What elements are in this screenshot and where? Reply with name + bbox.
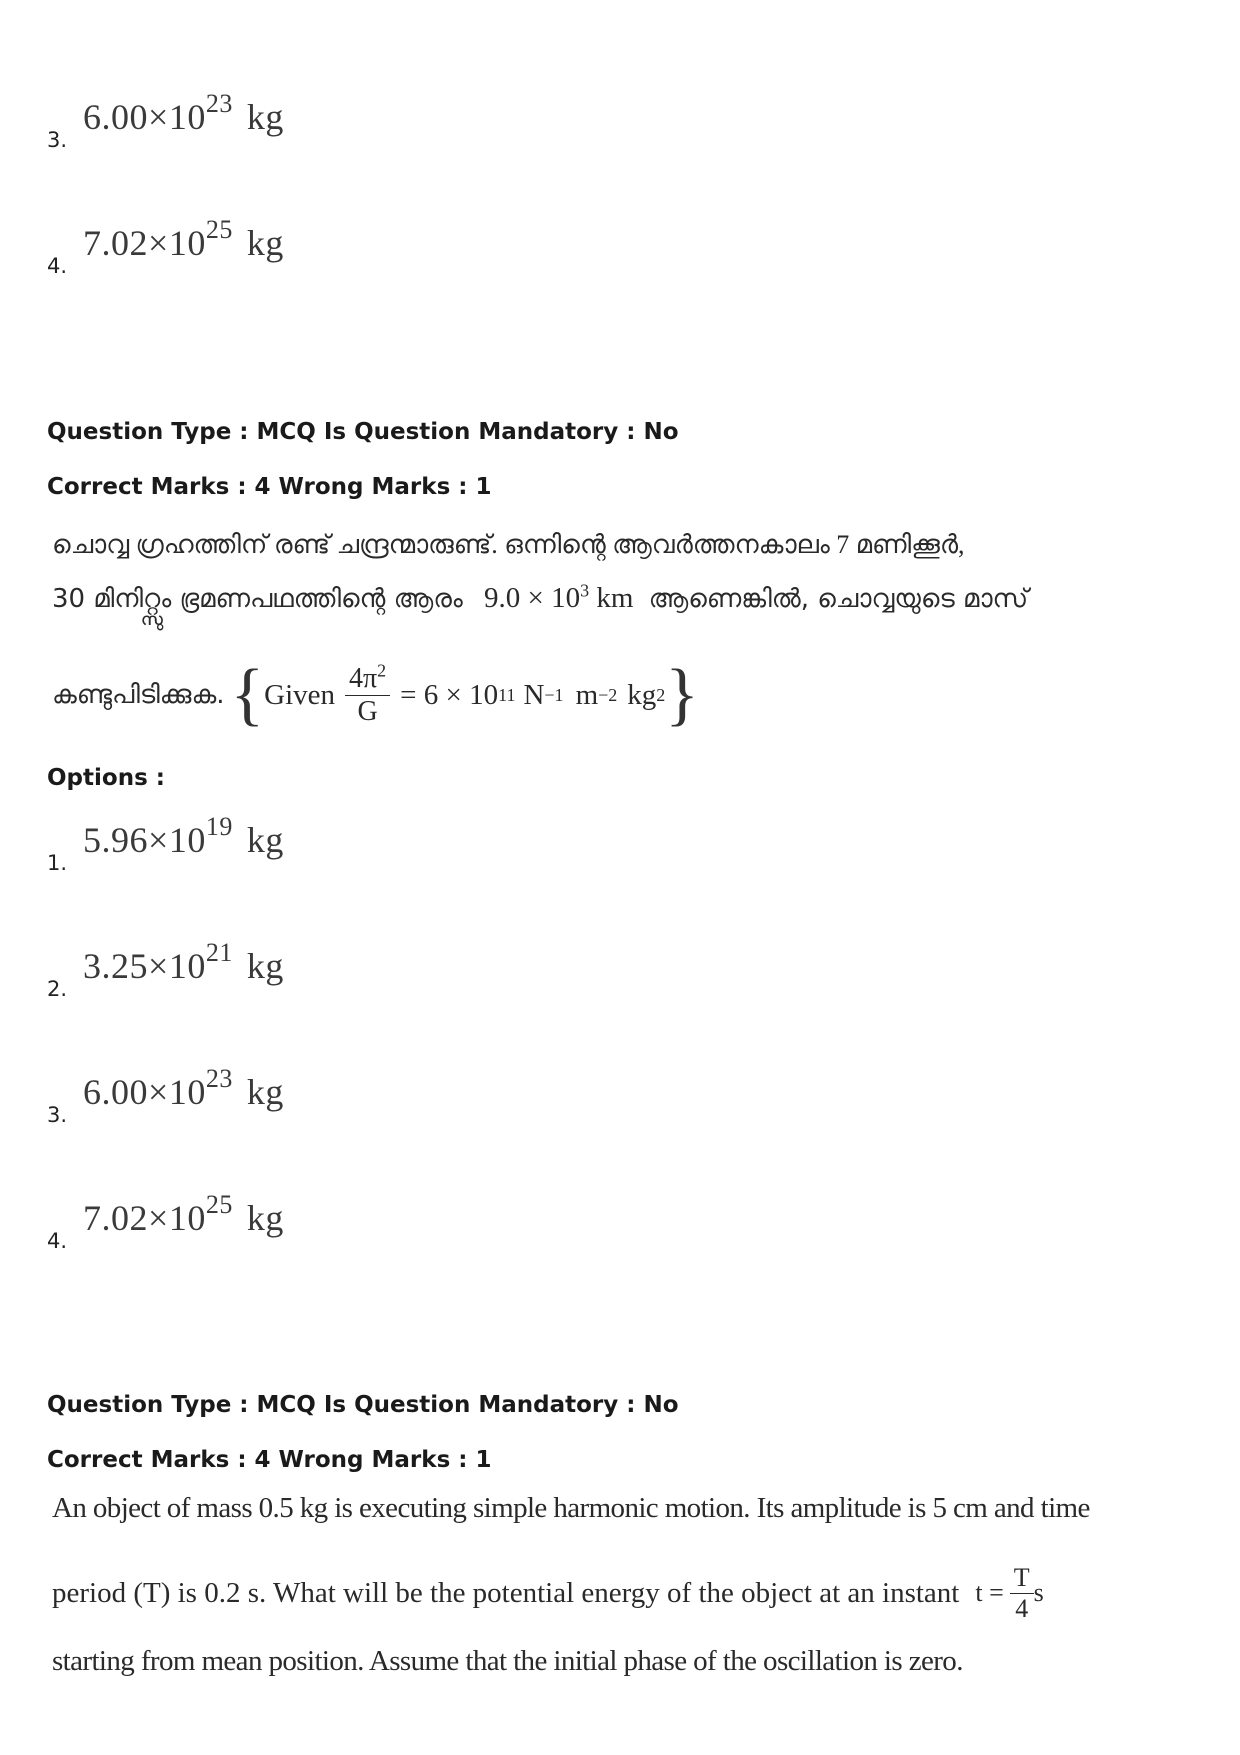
question-text-line-3: കണ്ടുപിടിക്കുക. { Given $\frac{4\pi^2}{G}$ = 6 × 10 11 N −1 m −2 kg 2 } [52,656,699,733]
question-text-line-2: period (T) is 0.2 s. What will be the potential energy of the object at an instant t = $\frac{T}{4}$ s [52,1562,1044,1623]
option-number: 4. [47,254,68,278]
option-value: $6.00\times 10^{23}$ kg [83,1064,284,1112]
option-number: 1. [47,851,68,875]
question-marks-line: Correct Marks : 4 Wrong Marks : 1 [47,474,492,500]
left-brace: { [230,656,265,733]
option-value: $3.25\times 10^{21}$ kg [83,938,284,986]
right-brace: } [665,656,699,733]
time-fraction: $\frac{T}{4}$ [1010,1565,1034,1622]
question-type-line: Question Type : MCQ Is Question Mandatory : No [47,419,679,445]
question-text-line-1: ചൊവ്വ ഗ്രഹത്തിന് രണ്ട് ചന്ദ്രന്മാരുണ്ട്. ഒന്നിന്റെ ആവർത്തനകാലം 7 മണിക്കൂർ, [52,530,965,559]
question-text-line-3: starting from mean position. Assume that the initial phase of the oscillation is zero. [52,1645,963,1677]
option-value: $6.00\times 10^{23}$ kg [83,89,284,137]
question-text-line-2: 30 മിനിറ്റ്സും ഭ്രമണപഥത്തിന്റെ ആരം $9.0 \times 10^3$ km ആണെങ്കിൽ, ചൊവ്വയുടെ മാസ് [52,580,1029,614]
option-value: $5.96\times 10^{19}$ kg [83,812,284,860]
options-label: Options : [47,765,165,791]
question-type-line: Question Type : MCQ Is Question Mandatory : No [47,1392,679,1418]
option-value: $7.02\times 10^{25}$ kg [83,1190,284,1238]
given-fraction: $\frac{4\pi^2}{G}$ [345,665,390,726]
question-text-line-1: An object of mass 0.5 kg is executing simple harmonic motion. Its amplitude is 5 cm and time [52,1492,1090,1524]
question-marks-line: Correct Marks : 4 Wrong Marks : 1 [47,1447,492,1473]
option-value: $7.02\times 10^{25}$ kg [83,215,284,263]
option-number: 2. [47,977,68,1001]
option-number: 3. [47,1103,68,1127]
option-number: 3. [47,128,68,152]
option-number: 4. [47,1229,68,1253]
